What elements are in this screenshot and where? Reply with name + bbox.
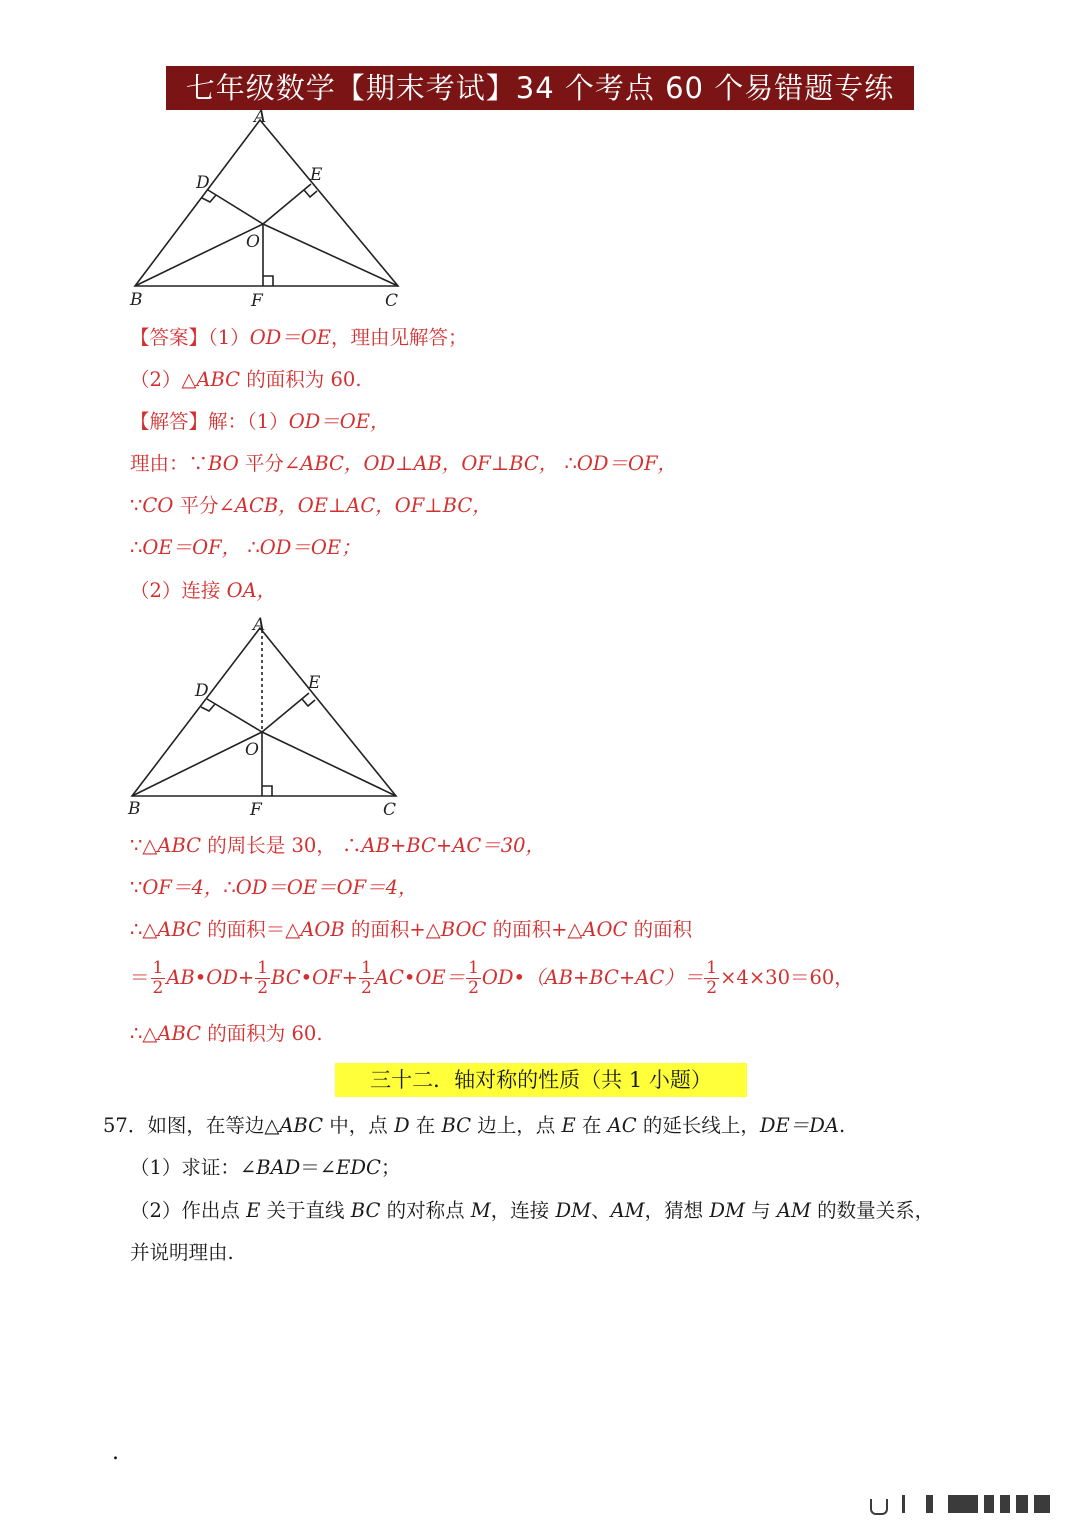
- label-o: O: [245, 740, 259, 760]
- answer-part-2: （2）△ABC 的面积为 60.: [130, 368, 362, 391]
- question-part-1: （1）求证：∠BAD＝∠EDC；: [130, 1156, 401, 1179]
- segment-od: [208, 190, 263, 224]
- segment-od: [207, 699, 262, 732]
- section-heading: 三十二．轴对称的性质（共 1 小题）: [335, 1063, 747, 1097]
- label-b: B: [128, 799, 141, 819]
- right-angle-mark-d: [202, 195, 216, 202]
- solution-final: ∴△ABC 的面积为 60.: [130, 1022, 323, 1045]
- right-angle-mark-e: [304, 190, 317, 197]
- question-part-2: （2）作出点 E 关于直线 BC 的对称点 M，连接 DM、AM，猜想 DM 与 AM 的数量关系，: [130, 1199, 935, 1222]
- label-e: E: [308, 673, 321, 693]
- label-b: B: [130, 290, 143, 310]
- right-angle-mark-f: [263, 276, 273, 286]
- solution-intro: 【解答】解：（1）OD＝OE，: [130, 410, 390, 433]
- triangle-figure-2: [120, 614, 420, 819]
- page-banner-title: 七年级数学【期末考试】34 个考点 60 个易错题专练: [166, 66, 914, 110]
- solution-reason-2: ∵CO 平分∠ACB，OE⊥AC，OF⊥BC，: [130, 494, 492, 517]
- segment-oe: [262, 693, 309, 732]
- solution-reason-1: 理由：∵BO 平分∠ABC，OD⊥AB，OF⊥BC， ∴OD＝OF，: [130, 452, 678, 475]
- right-angle-mark-e: [302, 699, 315, 706]
- footer-dot: .: [112, 1440, 119, 1465]
- question-stem: 57．如图，在等边△ABC 中，点 D 在 BC 边上，点 E 在 AC 的延长线上，DE＝DA.: [103, 1114, 846, 1137]
- question-part-2-continued: 并说明理由.: [130, 1241, 234, 1264]
- segment-co: [263, 224, 398, 286]
- fraction-half-1: $\frac{1}{2}$: [152, 958, 164, 998]
- fraction-half-4: $\frac{1}{2}$: [468, 958, 479, 998]
- label-a: A: [254, 108, 267, 127]
- segment-bo: [135, 224, 263, 286]
- solution-of-value: ∵OF＝4，∴OD＝OE＝OF＝4，: [130, 876, 418, 899]
- watermark-barcode-icon: [870, 1495, 1060, 1515]
- label-c: C: [385, 291, 399, 311]
- segment-bo: [132, 732, 262, 796]
- label-a: A: [253, 615, 266, 635]
- right-angle-mark-f: [262, 786, 272, 796]
- solution-area-equation: ＝ $\frac{1}{2}$ AB•OD+ $\frac{1}{2}$ BC•OF+ $\frac{1}{2}$ AC•OE＝ $\frac{1}{2}$ OD•（AB+BC+AC）＝ $\frac{1}{2}$ ×4×30＝60，: [130, 958, 854, 998]
- label-e: E: [310, 165, 323, 185]
- label-f: F: [251, 291, 263, 311]
- label-d: D: [196, 173, 210, 193]
- solution-perimeter: ∵△ABC 的周长是 30， ∴AB+BC+AC＝30，: [130, 834, 546, 857]
- segment-co: [262, 732, 396, 796]
- triangle-figure-1: [120, 108, 420, 313]
- solution-part-2: （2）连接 OA，: [130, 579, 277, 602]
- label-o: O: [246, 232, 260, 252]
- segment-oe: [263, 184, 311, 224]
- fraction-half-3: $\frac{1}{2}$: [361, 958, 372, 998]
- triangle-abc: [135, 120, 398, 286]
- label-c: C: [383, 800, 397, 819]
- label-d: D: [195, 681, 209, 701]
- triangle-abc: [132, 628, 396, 796]
- label-f: F: [250, 800, 262, 819]
- solution-reason-3: ∴OE＝OF， ∴OD＝OE；: [130, 536, 361, 559]
- fraction-half-5: $\frac{1}{2}$: [706, 958, 718, 998]
- answer-part-1: 【答案】（1）OD＝OE，理由见解答；: [130, 326, 468, 349]
- fraction-half-2: $\frac{1}{2}$: [257, 958, 269, 998]
- right-angle-mark-d: [201, 704, 215, 711]
- solution-area-sum: ∴△ABC 的面积＝△AOB 的面积+△BOC 的面积+△AOC 的面积: [130, 918, 693, 941]
